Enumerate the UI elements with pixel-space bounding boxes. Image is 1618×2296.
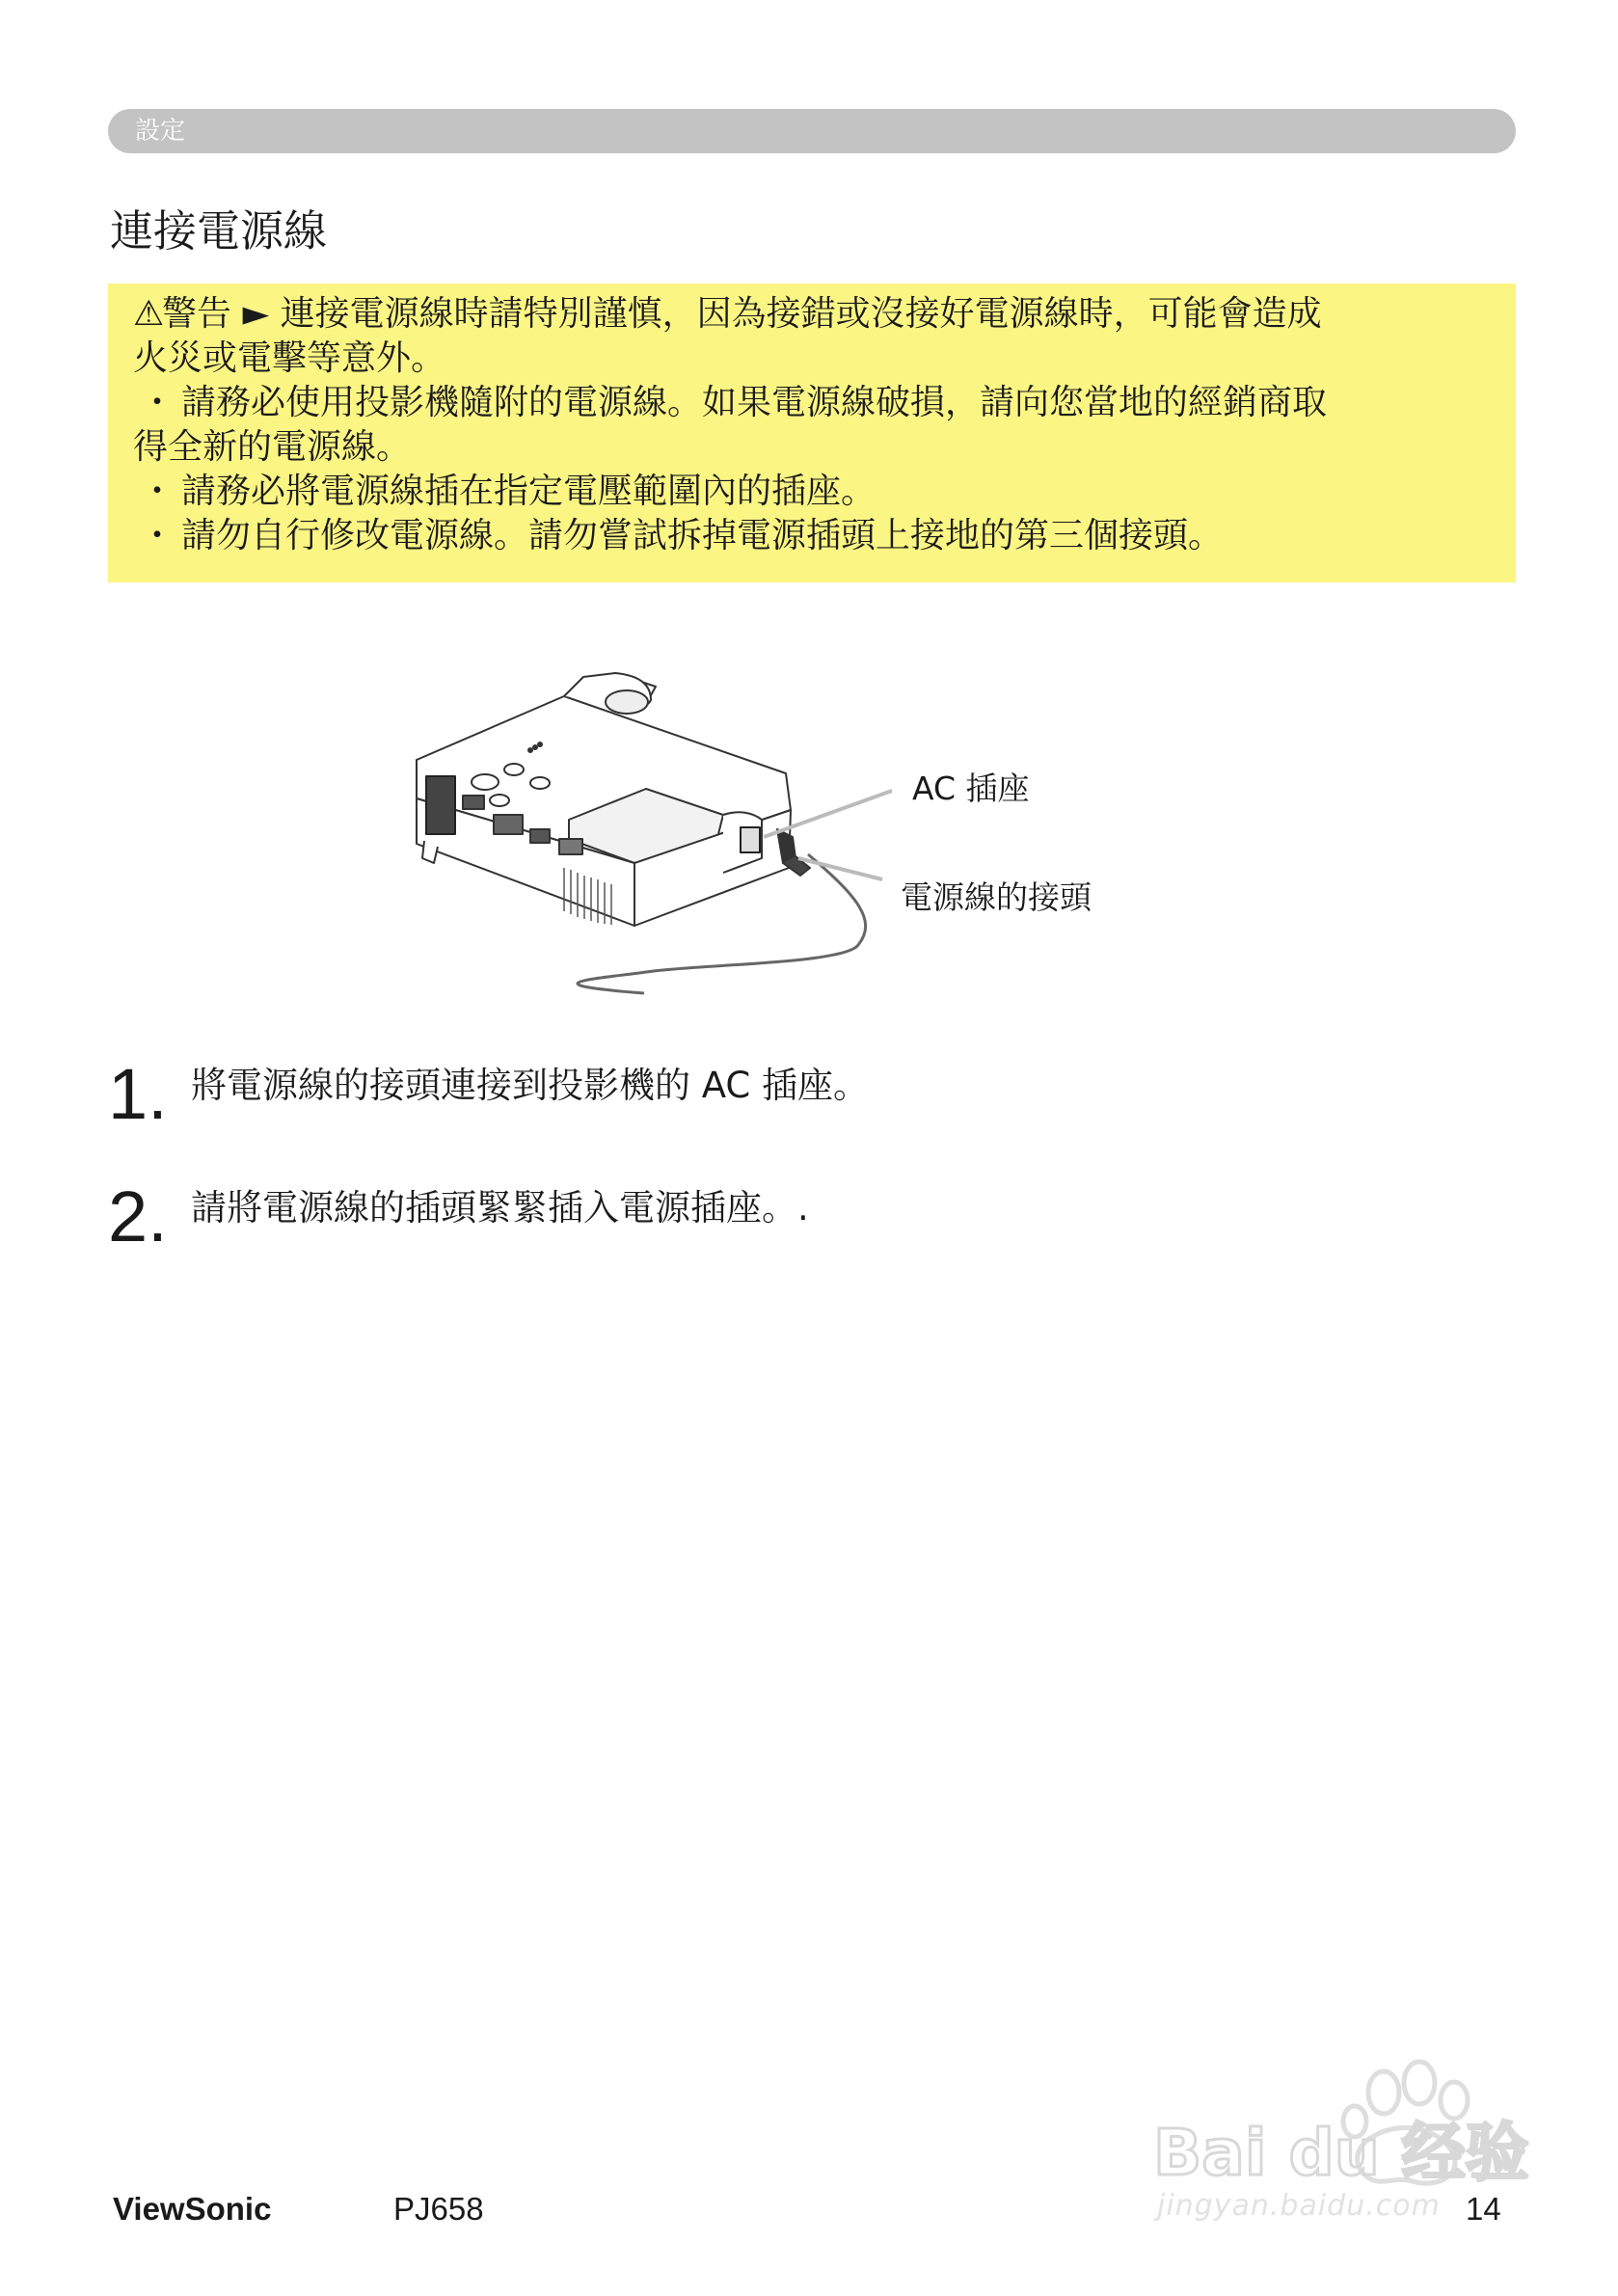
bullet-mark: ・ xyxy=(139,383,175,422)
step-number: 1. xyxy=(108,1054,168,1134)
projector-illustration xyxy=(405,665,1157,1003)
warning-bullet-1-cont: 得全新的電源線。 xyxy=(133,427,412,467)
section-header-bar xyxy=(108,109,1516,153)
warning-bullet-1: ・ 請務必使用投影機隨附的電源線。如果電源線破損，請向您當地的經銷商取 xyxy=(133,381,1491,425)
warning-line-2: 火災或電擊等意外。 xyxy=(133,338,446,378)
projector-figure xyxy=(405,665,1157,1003)
watermark-url: jingyan.baidu.com xyxy=(1157,2189,1441,2223)
power-plug-label: 電源線的接頭 xyxy=(901,878,1092,916)
warning-bullet-2: ・ 請務必將電源線插在指定電壓範圍內的插座。 xyxy=(133,470,1491,514)
warning-bullet-3: ・ 請勿自行修改電源線。請勿嘗試拆掉電源插頭上接地的第三個接頭。 xyxy=(133,514,1491,558)
page-title: 連接電源線 xyxy=(110,205,328,257)
warning-line-1: ⚠警告 ► 連接電源線時請特別謹慎，因為接錯或沒接好電源線時，可能會造成 xyxy=(133,292,1491,337)
page-number: 14 xyxy=(1466,2191,1501,2227)
warning-triangle-icon: ⚠ xyxy=(133,294,165,334)
footer-brand: ViewSonic xyxy=(113,2191,272,2227)
warning-box xyxy=(108,284,1516,582)
watermark-logo-text: Bai du 经验 xyxy=(1153,2116,1529,2190)
step-text: 請將電源線的插頭緊緊插入電源插座。. xyxy=(191,1187,809,1229)
bullet-mark: ・ xyxy=(139,472,175,511)
ac-inlet-label: AC 插座 xyxy=(912,770,1030,807)
footer-model: PJ658 xyxy=(393,2191,484,2227)
leader-line-plug xyxy=(798,858,882,879)
step-text: 將電源線的接頭連接到投影機的 AC 插座。 xyxy=(191,1065,870,1106)
section-label: 設定 xyxy=(135,117,186,146)
bullet-mark: ・ xyxy=(139,516,175,555)
step-number: 2. xyxy=(108,1176,168,1256)
